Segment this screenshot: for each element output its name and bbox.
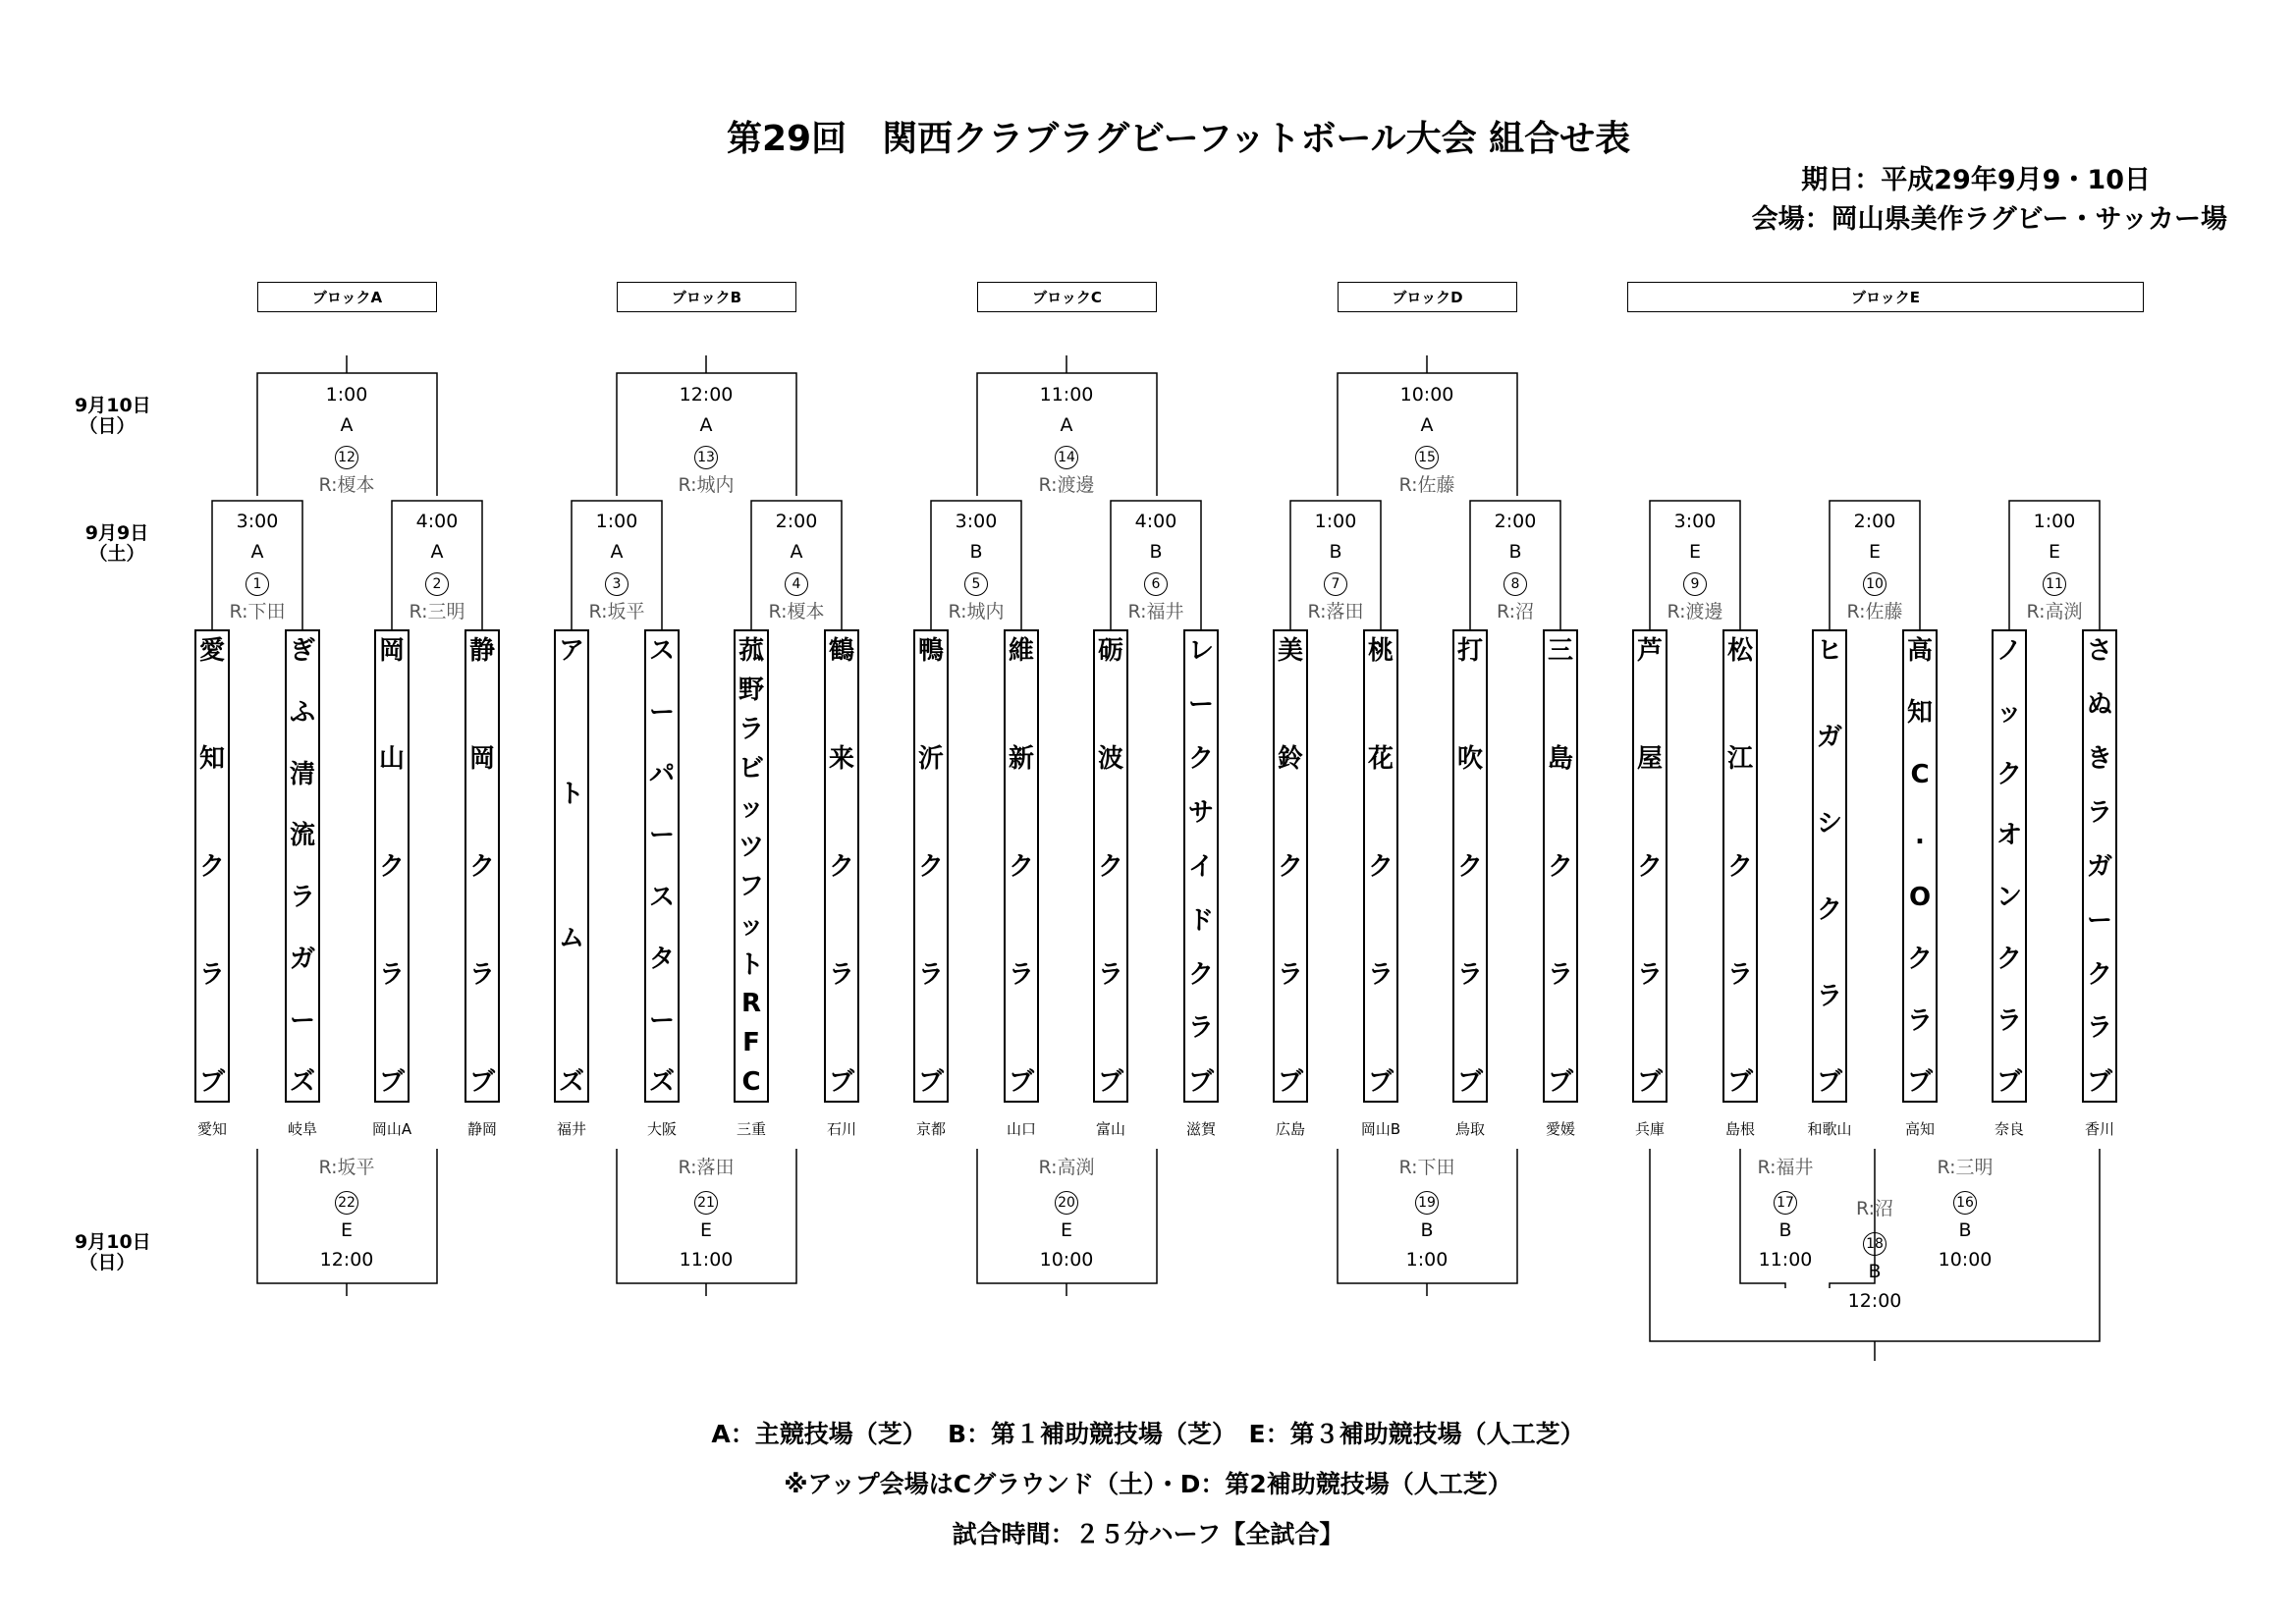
- team-name-char: ラ: [378, 959, 405, 990]
- team-mie: [734, 629, 769, 1103]
- event-venue: 会場：岡山県美作ラグビー・サッカー場: [1751, 204, 2227, 235]
- match-number-badge: 15: [1415, 446, 1439, 469]
- team-name-char: ー: [289, 1005, 315, 1036]
- team-name-char: ト: [738, 949, 764, 980]
- team-name-char: ラ: [1636, 959, 1663, 990]
- match-number-badge: 12: [335, 446, 358, 469]
- team-name-char: ク: [1008, 851, 1034, 882]
- match-6: 4:00 B 6 R:福井: [1127, 511, 1184, 623]
- match-13: 12:00 A 13 R:城内: [678, 384, 735, 496]
- pref-label: 和歌山: [1807, 1120, 1852, 1138]
- team-name-char: ブ: [1097, 1067, 1123, 1098]
- team-name-char: ク: [1097, 851, 1123, 882]
- team-name-char: ラ: [1367, 959, 1394, 990]
- team-name-char: ブ: [828, 1067, 854, 1098]
- pref-label: 香川: [2084, 1120, 2114, 1138]
- team-name-char: C: [741, 1067, 761, 1098]
- team-name-char: ブ: [1547, 1067, 1573, 1098]
- team-okayama-a: [374, 629, 410, 1103]
- block-e-label: ブロックE: [1627, 282, 2144, 312]
- pref-label: 奈良: [1994, 1120, 2024, 1138]
- team-osaka: [644, 629, 680, 1103]
- team-name-char: ス: [648, 636, 675, 666]
- team-name-char: 江: [1726, 743, 1753, 774]
- team-name-char: 花: [1367, 743, 1394, 774]
- pref-label: 石川: [826, 1120, 856, 1138]
- match-number-badge: 14: [1055, 446, 1078, 469]
- team-name-char: 静: [468, 636, 495, 666]
- team-name-char: ク: [1995, 944, 2022, 974]
- team-name-char: ー: [2086, 905, 2112, 936]
- team-name-char: ラ: [2086, 1013, 2112, 1044]
- team-name-char: 鈴: [1277, 743, 1303, 774]
- team-name-char: 知: [198, 743, 225, 774]
- match-number-badge: 10: [1863, 572, 1886, 596]
- team-yamaguchi: [1004, 629, 1039, 1103]
- match-number-badge: 5: [964, 572, 988, 596]
- team-name-char: ラ: [1816, 981, 1842, 1011]
- team-name-char: オ: [1995, 821, 2022, 851]
- team-name-char: ノ: [1995, 636, 2022, 666]
- team-ishikawa: [824, 629, 859, 1103]
- team-wakayama: [1812, 629, 1847, 1103]
- team-name-char: ク: [1636, 851, 1663, 882]
- match-number-badge: 20: [1055, 1191, 1078, 1215]
- team-name-char: ラ: [1277, 959, 1303, 990]
- legend-match-time: 試合時間：２５分ハーフ【全試合】: [952, 1520, 1344, 1548]
- team-name-char: ク: [1456, 851, 1483, 882]
- team-name-char: ク: [1367, 851, 1394, 882]
- team-name-char: ク: [1906, 944, 1933, 974]
- team-name-char: ブ: [917, 1067, 944, 1098]
- legend-warmup: ※アップ会場はCグラウンド（土）・D：第2補助競技場（人工芝）: [784, 1470, 1512, 1498]
- team-name-char: イ: [1187, 851, 1214, 882]
- team-ehime: [1543, 629, 1578, 1103]
- team-name-char: ガ: [1816, 722, 1842, 752]
- team-name-char: ぎ: [289, 636, 315, 666]
- team-name-char: ブ: [468, 1067, 495, 1098]
- team-hyogo: [1632, 629, 1667, 1103]
- team-name-char: ぬ: [2086, 689, 2112, 720]
- team-name-char: ラ: [1995, 1005, 2022, 1036]
- team-name-char: ラ: [1008, 959, 1034, 990]
- team-name-char: 沂: [917, 743, 944, 774]
- team-name-char: レ: [1187, 636, 1214, 666]
- match-19: R:下田 19 B 1:00: [1398, 1157, 1455, 1271]
- pref-label: 三重: [736, 1120, 766, 1138]
- pref-label: 福井: [556, 1120, 586, 1138]
- team-toyama: [1093, 629, 1128, 1103]
- match-22: R:坂平 22 E 12:00: [318, 1157, 375, 1271]
- team-name-char: ッ: [1995, 697, 2022, 728]
- match-7: 1:00 B 7 R:落田: [1307, 511, 1364, 623]
- legend-venues: A：主競技場（芝） B：第１補助競技場（芝） E：第３補助競技場（人工芝）: [711, 1420, 1585, 1448]
- team-name-char: ク: [1816, 894, 1842, 925]
- team-name-char: ブ: [1187, 1067, 1214, 1098]
- match-number-badge: 13: [694, 446, 718, 469]
- team-name-char: タ: [648, 944, 675, 974]
- pref-label: 愛知: [196, 1120, 227, 1138]
- team-name-char: ム: [558, 923, 584, 953]
- team-okayama-b: [1363, 629, 1398, 1103]
- pref-label: 京都: [915, 1120, 946, 1138]
- pref-label: 静岡: [466, 1120, 497, 1138]
- team-name-char: 愛: [198, 636, 225, 666]
- team-name-char: ー: [1187, 689, 1214, 720]
- team-name-char: 岡: [468, 743, 495, 774]
- team-name-char: ラ: [1906, 1005, 1933, 1036]
- team-name-char: ブ: [2086, 1067, 2112, 1098]
- team-name-char: ク: [468, 851, 495, 882]
- match-4: 2:00 A 4 R:榎本: [768, 511, 825, 623]
- team-name-char: ブ: [378, 1067, 405, 1098]
- team-name-char: ラ: [1456, 959, 1483, 990]
- team-name-char: ク: [828, 851, 854, 882]
- team-name-char: ア: [558, 636, 584, 666]
- match-20: R:高渕 20 E 10:00: [1038, 1157, 1095, 1271]
- team-shizuoka: [465, 629, 500, 1103]
- team-name-char: F: [742, 1028, 760, 1058]
- team-name-char: 山: [378, 743, 405, 774]
- team-fukui: [554, 629, 589, 1103]
- team-name-char: ク: [1187, 959, 1214, 990]
- match-21: R:落田 21 E 11:00: [678, 1157, 735, 1271]
- match-number-badge: 8: [1503, 572, 1527, 596]
- team-name-char: ク: [1547, 851, 1573, 882]
- team-hiroshima: [1273, 629, 1308, 1103]
- team-name-char: ド: [1187, 905, 1214, 936]
- team-name-char: ト: [558, 780, 584, 810]
- team-name-char: ク: [1187, 743, 1214, 774]
- team-name-char: サ: [1187, 797, 1214, 828]
- match-17: R:福井 17 B 11:00: [1757, 1157, 1814, 1271]
- team-name-char: フ: [738, 871, 764, 901]
- event-dates: 期日：平成29年9月9・10日: [1801, 165, 2151, 195]
- pref-label: 広島: [1275, 1120, 1305, 1138]
- team-name-char: 砺: [1097, 636, 1123, 666]
- day-label-sep9: 9月9日 （土）: [84, 522, 149, 565]
- team-name-char: 芦: [1636, 636, 1663, 666]
- match-number-badge: 21: [694, 1191, 718, 1215]
- team-name-char: .: [1915, 821, 1925, 851]
- match-number-badge: 11: [2043, 572, 2066, 596]
- team-name-char: ブ: [1277, 1067, 1303, 1098]
- team-name-char: C: [1910, 759, 1930, 789]
- team-aichi: [194, 629, 230, 1103]
- match-3: 1:00 A 3 R:坂平: [588, 511, 645, 623]
- match-number-badge: 18: [1863, 1232, 1886, 1256]
- team-name-char: ふ: [289, 697, 315, 728]
- team-name-char: ク: [2086, 959, 2112, 990]
- block-b-label: ブロックB: [617, 282, 796, 312]
- team-name-char: ガ: [2086, 851, 2112, 882]
- team-name-char: き: [2086, 743, 2112, 774]
- team-name-char: ツ: [738, 832, 764, 862]
- team-name-char: ズ: [289, 1067, 315, 1098]
- match-8: 2:00 B 8 R:沼: [1494, 511, 1537, 623]
- match-number-badge: 2: [425, 572, 449, 596]
- pref-label: 鳥取: [1454, 1120, 1485, 1138]
- team-name-char: ブ: [1367, 1067, 1394, 1098]
- pref-label: 岡山B: [1360, 1120, 1401, 1138]
- team-name-char: ラ: [738, 714, 764, 744]
- team-name-char: 松: [1726, 636, 1753, 666]
- team-name-char: ラ: [1187, 1013, 1214, 1044]
- block-a-label: ブロックA: [257, 282, 437, 312]
- pref-label: 富山: [1095, 1120, 1125, 1138]
- team-kagawa: [2082, 629, 2117, 1103]
- match-number-badge: 9: [1683, 572, 1707, 596]
- team-name-char: 島: [1547, 743, 1573, 774]
- match-11: 1:00 E 11 R:高渕: [2026, 511, 2083, 623]
- team-name-char: シ: [1816, 808, 1842, 839]
- match-12: 1:00 A 12 R:榎本: [318, 384, 375, 496]
- team-name-char: ズ: [558, 1067, 584, 1098]
- block-d-label: ブロックD: [1338, 282, 1517, 312]
- team-name-char: ク: [198, 851, 225, 882]
- team-name-char: ク: [1995, 759, 2022, 789]
- team-name-char: ブ: [1726, 1067, 1753, 1098]
- team-shiga: [1183, 629, 1219, 1103]
- match-5: 3:00 B 5 R:城内: [948, 511, 1005, 623]
- team-name-char: 流: [289, 821, 315, 851]
- team-name-char: パ: [648, 759, 675, 789]
- match-number-badge: 22: [335, 1191, 358, 1215]
- team-name-char: ビ: [738, 753, 764, 784]
- team-name-char: 波: [1097, 743, 1123, 774]
- team-name-char: ブ: [1995, 1067, 2022, 1098]
- team-name-char: ン: [1995, 883, 2022, 913]
- team-name-char: 維: [1008, 636, 1034, 666]
- team-name-char: 知: [1906, 697, 1933, 728]
- team-name-char: ラ: [828, 959, 854, 990]
- match-9: 3:00 E 9 R:渡邊: [1667, 511, 1723, 623]
- team-name-char: 桃: [1367, 636, 1394, 666]
- match-2: 4:00 A 2 R:三明: [409, 511, 465, 623]
- team-name-char: 清: [289, 759, 315, 789]
- pref-label: 愛媛: [1545, 1120, 1575, 1138]
- match-number-badge: 7: [1324, 572, 1347, 596]
- match-16: R:三明 16 B 10:00: [1937, 1157, 1994, 1271]
- team-name-char: ク: [378, 851, 405, 882]
- team-name-char: ラ: [289, 883, 315, 913]
- match-14: 11:00 A 14 R:渡邊: [1038, 384, 1095, 496]
- team-name-char: ッ: [738, 792, 764, 823]
- team-name-char: ヒ: [1816, 636, 1842, 666]
- team-name-char: ブ: [1906, 1067, 1933, 1098]
- team-name-char: ブ: [1816, 1067, 1842, 1098]
- team-name-char: ー: [648, 821, 675, 851]
- team-name-char: 野: [738, 675, 764, 705]
- pref-label: 山口: [1006, 1120, 1036, 1138]
- match-15: 10:00 A 15 R:佐藤: [1398, 384, 1455, 496]
- team-name-char: ラ: [2086, 797, 2112, 828]
- team-name-char: ガ: [289, 944, 315, 974]
- pref-label: 大阪: [646, 1120, 677, 1138]
- team-name-char: 高: [1906, 636, 1933, 666]
- match-1: 3:00 A 1 R:下田: [229, 511, 286, 623]
- team-name-char: 美: [1277, 636, 1303, 666]
- team-name-char: 鶴: [828, 636, 854, 666]
- match-number-badge: 19: [1415, 1191, 1439, 1215]
- pref-label: 岐阜: [287, 1120, 317, 1138]
- team-name-char: ブ: [198, 1067, 225, 1098]
- day-label-sep10-top: 9月10日 （日）: [75, 395, 151, 437]
- team-name-char: 岡: [378, 636, 405, 666]
- team-kochi: [1902, 629, 1938, 1103]
- team-name-char: ッ: [738, 910, 764, 941]
- match-number-badge: 16: [1953, 1191, 1977, 1215]
- pref-label: 滋賀: [1185, 1120, 1216, 1138]
- team-name-char: ラ: [468, 959, 495, 990]
- block-c-label: ブロックC: [977, 282, 1157, 312]
- team-name-char: 三: [1547, 636, 1573, 666]
- match-number-badge: 3: [605, 572, 629, 596]
- team-tottori: [1452, 629, 1488, 1103]
- match-number-badge: 1: [246, 572, 269, 596]
- team-name-char: ラ: [1097, 959, 1123, 990]
- team-name-char: ズ: [648, 1067, 675, 1098]
- team-name-char: 屋: [1636, 743, 1663, 774]
- pref-label: 島根: [1724, 1120, 1755, 1138]
- team-name-char: ブ: [1008, 1067, 1034, 1098]
- match-10: 2:00 E 10 R:佐藤: [1846, 511, 1903, 623]
- team-gifu: [285, 629, 320, 1103]
- match-number-badge: 6: [1144, 572, 1168, 596]
- team-name-char: ー: [648, 1005, 675, 1036]
- pref-label: 兵庫: [1634, 1120, 1665, 1138]
- team-name-char: ラ: [917, 959, 944, 990]
- team-name-char: 鴨: [917, 636, 944, 666]
- team-name-char: ス: [648, 883, 675, 913]
- pref-label: 岡山A: [371, 1120, 412, 1138]
- team-name-char: ク: [1277, 851, 1303, 882]
- team-name-char: 打: [1456, 636, 1483, 666]
- team-kyoto: [913, 629, 949, 1103]
- team-name-char: ラ: [198, 959, 225, 990]
- match-number-badge: 17: [1774, 1191, 1797, 1215]
- team-name-char: さ: [2086, 636, 2112, 666]
- day-label-sep10-bottom: 9月10日 （日）: [75, 1231, 151, 1273]
- team-name-char: ラ: [1547, 959, 1573, 990]
- page-title: 第29回 関西クラブラグビーフットボール大会 組合せ表: [727, 119, 1631, 159]
- team-name-char: ブ: [1456, 1067, 1483, 1098]
- team-name-char: R: [740, 989, 762, 1019]
- team-name-char: O: [1908, 883, 1932, 913]
- team-name-char: ブ: [1636, 1067, 1663, 1098]
- team-shimane: [1722, 629, 1758, 1103]
- team-name-char: 新: [1008, 743, 1034, 774]
- team-name-char: 吹: [1456, 743, 1483, 774]
- team-name-char: ラ: [1726, 959, 1753, 990]
- team-name-char: ク: [1726, 851, 1753, 882]
- team-name-char: ク: [917, 851, 944, 882]
- match-18: R:沼 18 B 12:00: [1847, 1198, 1902, 1312]
- team-name-char: 菰: [738, 636, 764, 666]
- team-name-char: 来: [828, 743, 854, 774]
- match-number-badge: 4: [785, 572, 808, 596]
- team-nara: [1992, 629, 2027, 1103]
- team-name-char: ー: [648, 697, 675, 728]
- pref-label: 高知: [1904, 1120, 1935, 1138]
